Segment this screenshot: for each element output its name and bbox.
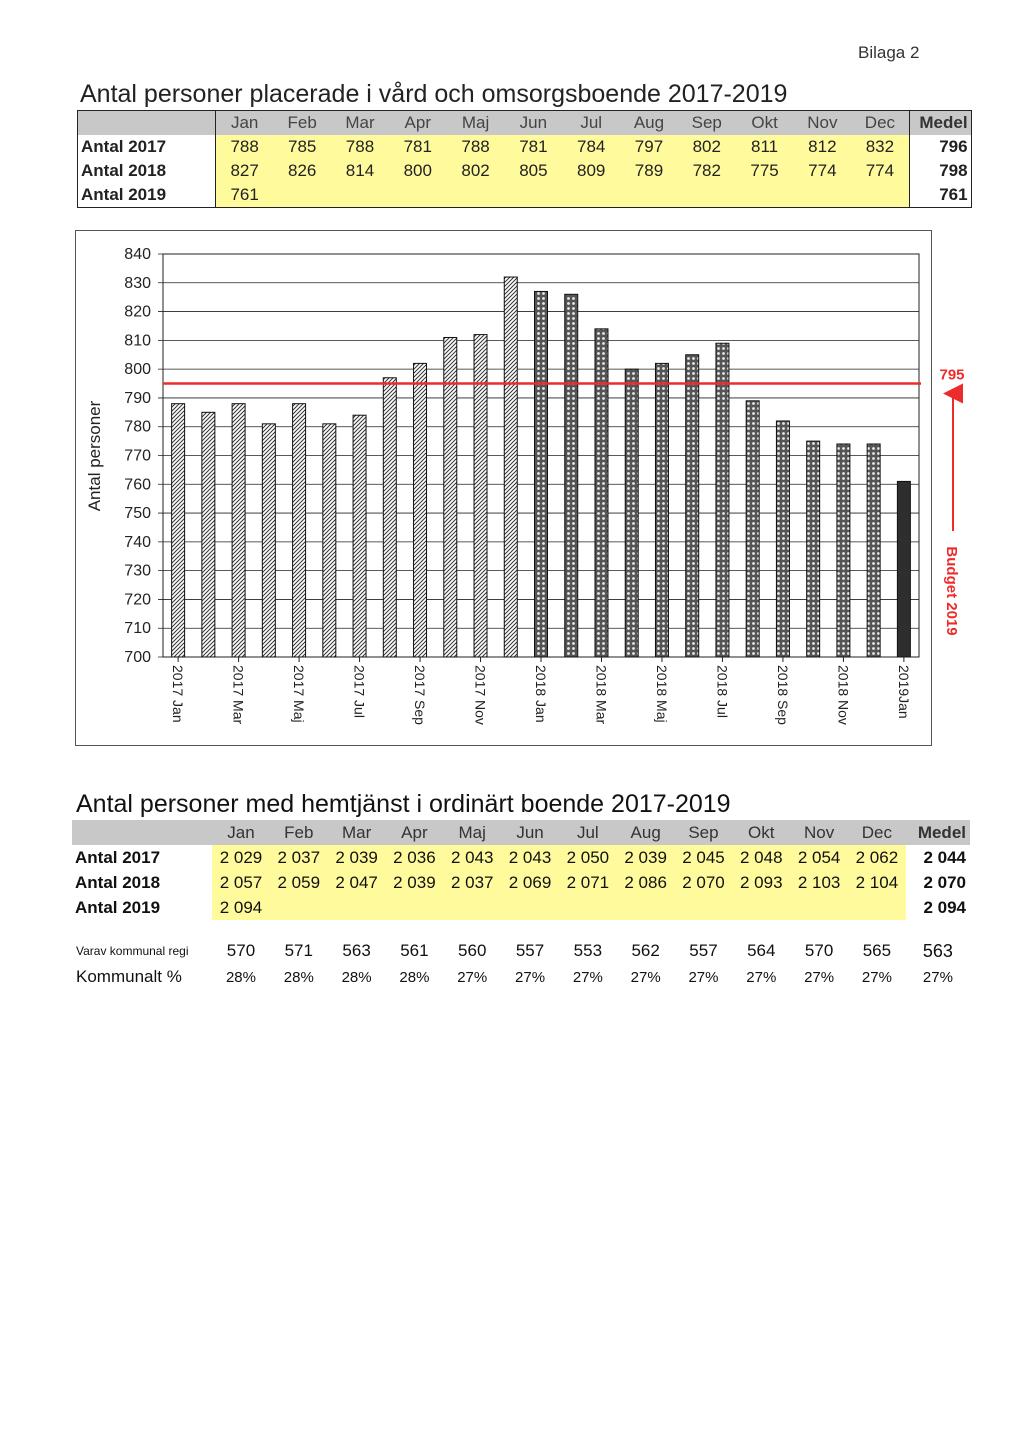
row-label: Kommunalt % xyxy=(76,967,182,986)
x-tick-label: 2019Jan xyxy=(895,665,912,719)
bar xyxy=(504,277,517,657)
row-label: Antal 2017 xyxy=(72,845,212,870)
table-cell: 27% xyxy=(804,968,835,986)
y-tick-label: 810 xyxy=(124,332,151,350)
row-label: Varav kommunal regi xyxy=(76,944,189,958)
table-cell: 2 043 xyxy=(501,845,559,870)
x-tick-label: 2018 Nov xyxy=(835,665,852,725)
x-tick-label: 2017 Mar xyxy=(230,665,247,725)
table-cell xyxy=(678,183,736,208)
table-cell: 557 xyxy=(689,941,718,960)
month-header: Jan xyxy=(216,111,274,136)
month-header: Feb xyxy=(273,111,331,136)
table-cell: 28% xyxy=(283,968,314,986)
table-cell: 557 xyxy=(515,941,545,960)
table-cell: 2 069 xyxy=(501,870,559,895)
month-header: Jun xyxy=(504,111,562,136)
y-tick-label: 800 xyxy=(124,361,151,379)
table-cell: 805 xyxy=(504,159,562,183)
month-header: Maj xyxy=(447,111,505,136)
month-header: Mar xyxy=(328,820,386,845)
medel-cell: 2 044 xyxy=(923,847,966,867)
table-cell: 2 039 xyxy=(386,870,444,895)
month-header: Mar xyxy=(331,111,389,136)
table-cell: 2 086 xyxy=(617,870,675,895)
table-cell: 2 070 xyxy=(675,870,733,895)
table-cell: 809 xyxy=(562,159,620,183)
month-header: Jun xyxy=(501,820,559,845)
budget-annotation: Budget 2019 xyxy=(943,546,960,636)
table-cell xyxy=(443,895,501,920)
month-header: Dec xyxy=(851,111,909,136)
table-cell: 800 xyxy=(389,159,447,183)
table-cell: 27% xyxy=(457,968,488,986)
table-cell: 28% xyxy=(225,968,256,986)
placed-persons-table xyxy=(77,110,972,208)
table-row xyxy=(72,964,970,990)
table-cell xyxy=(270,895,328,920)
bar xyxy=(655,363,668,657)
y-tick-label: 750 xyxy=(124,505,151,523)
table-cell xyxy=(331,183,389,208)
table-cell: 2 093 xyxy=(732,870,790,895)
table-cell: 827 xyxy=(216,159,274,183)
table-row xyxy=(72,895,970,920)
table-cell xyxy=(620,183,678,208)
table-cell: 2 048 xyxy=(732,845,790,870)
table-cell xyxy=(851,183,909,208)
table-cell: 761 xyxy=(216,183,274,208)
month-header: Nov xyxy=(790,820,848,845)
y-tick-label: 720 xyxy=(124,591,151,609)
bar xyxy=(837,444,850,657)
table-cell: 2 043 xyxy=(443,845,501,870)
x-tick-label: 2017 Sep xyxy=(412,665,429,725)
x-tick-label: 2017 Jan xyxy=(170,665,187,723)
bar xyxy=(172,404,185,657)
table-cell: 570 xyxy=(226,941,256,960)
table-cell: 814 xyxy=(331,159,389,183)
table-header-row xyxy=(72,820,970,845)
month-header: Dec xyxy=(848,820,906,845)
table-cell: 27% xyxy=(515,968,546,986)
bar xyxy=(232,404,245,657)
x-tick-label: 2018 Mar xyxy=(593,665,610,725)
table-row xyxy=(72,870,970,895)
month-header: Jan xyxy=(212,820,270,845)
month-header: Maj xyxy=(443,820,501,845)
month-header: Aug xyxy=(620,111,678,136)
bar xyxy=(807,441,820,657)
bar xyxy=(716,343,729,657)
table-row xyxy=(78,135,972,159)
bar xyxy=(565,294,578,657)
table-cell: 563 xyxy=(342,941,371,960)
table-cell: 812 xyxy=(793,135,851,159)
table-cell: 781 xyxy=(389,135,447,159)
x-tick-label: 2018 Sep xyxy=(774,665,791,725)
table-cell: 774 xyxy=(851,159,909,183)
header-corner xyxy=(72,820,212,845)
table-cell: 802 xyxy=(678,135,736,159)
row-label: Antal 2017 xyxy=(78,135,216,159)
table-cell: 571 xyxy=(284,941,313,960)
bar xyxy=(897,481,910,657)
bar xyxy=(293,404,306,657)
medel-header: Medel xyxy=(909,111,971,136)
table-cell: 2 047 xyxy=(328,870,386,895)
table-cell: 788 xyxy=(331,135,389,159)
table-cell xyxy=(501,895,559,920)
row-label: Antal 2019 xyxy=(78,183,216,208)
table-cell: 832 xyxy=(851,135,909,159)
medel-cell: 2 070 xyxy=(923,872,966,892)
table-cell: 2 029 xyxy=(212,845,270,870)
table-cell: 785 xyxy=(273,135,331,159)
y-tick-label: 820 xyxy=(124,303,151,321)
bar xyxy=(746,401,759,657)
table-cell: 27% xyxy=(572,968,603,986)
table-cell: 782 xyxy=(678,159,736,183)
table-cell: 560 xyxy=(458,941,487,960)
y-tick-label: 760 xyxy=(124,476,151,494)
y-axis-labels xyxy=(124,246,151,666)
table-cell: 774 xyxy=(793,159,851,183)
section1-title: Antal personer placerade i vård och omsorgsboende 2017-2019 xyxy=(80,80,788,108)
table-cell xyxy=(732,895,790,920)
medel-cell: 798 xyxy=(909,159,971,183)
table-cell xyxy=(562,183,620,208)
table-cell xyxy=(504,183,562,208)
table-cell: 2 039 xyxy=(617,845,675,870)
table-cell xyxy=(328,895,386,920)
y-tick-label: 790 xyxy=(124,389,151,407)
table-cell: 2 104 xyxy=(848,870,906,895)
table-cell: 565 xyxy=(862,941,892,960)
bar xyxy=(535,291,548,657)
table-cell: 2 059 xyxy=(270,870,328,895)
table-cell: 2 045 xyxy=(675,845,733,870)
medel-header: Medel xyxy=(906,820,970,845)
bar xyxy=(625,369,638,657)
medel-cell: 27% xyxy=(922,968,953,986)
budget-value-label: 795 xyxy=(939,366,965,384)
table-cell: 784 xyxy=(562,135,620,159)
section2-title: Antal personer med hemtjänst i ordinärt boende 2017-2019 xyxy=(76,790,731,818)
y-tick-label: 780 xyxy=(124,418,151,436)
month-header: Sep xyxy=(675,820,733,845)
medel-cell: 761 xyxy=(909,183,971,208)
y-tick-label: 730 xyxy=(124,562,151,580)
home-care-table xyxy=(72,820,970,920)
x-tick-label: 2018 Jul xyxy=(714,665,731,718)
row-label: Antal 2018 xyxy=(72,870,212,895)
table-cell: 2 039 xyxy=(328,845,386,870)
table-cell: 826 xyxy=(273,159,331,183)
table-cell: 27% xyxy=(630,968,661,986)
table-row xyxy=(72,938,970,964)
table-row xyxy=(72,845,970,870)
table-cell xyxy=(386,895,444,920)
bar xyxy=(444,337,457,657)
table-cell xyxy=(675,895,733,920)
table-cell xyxy=(790,895,848,920)
table-cell: 27% xyxy=(688,968,719,986)
table-cell: 2 057 xyxy=(212,870,270,895)
table-cell: 2 103 xyxy=(790,870,848,895)
y-tick-label: 840 xyxy=(124,246,151,263)
x-axis-labels xyxy=(170,657,912,725)
bar xyxy=(353,415,366,657)
y-tick-label: 830 xyxy=(124,274,151,292)
month-header: Jul xyxy=(562,111,620,136)
header-corner xyxy=(78,111,216,136)
month-header: Okt xyxy=(736,111,794,136)
bar xyxy=(383,378,396,657)
month-header: Aug xyxy=(617,820,675,845)
month-header: Jul xyxy=(559,820,617,845)
table-cell: 562 xyxy=(631,941,660,960)
municipal-share-table xyxy=(72,938,970,990)
table-cell: 2 036 xyxy=(386,845,444,870)
row-label: Antal 2019 xyxy=(72,895,212,920)
month-header: Apr xyxy=(389,111,447,136)
y-tick-label: 710 xyxy=(124,620,151,638)
table-cell: 797 xyxy=(620,135,678,159)
table-row xyxy=(78,159,972,183)
x-tick-label: 2017 Jul xyxy=(351,665,368,718)
table-cell xyxy=(273,183,331,208)
table-cell: 2 071 xyxy=(559,870,617,895)
bar xyxy=(202,412,215,657)
row-label: Antal 2018 xyxy=(78,159,216,183)
table-cell xyxy=(848,895,906,920)
page-label: Bilaga 2 xyxy=(858,43,920,62)
x-tick-label: 2017 Maj xyxy=(291,665,308,723)
table-cell xyxy=(447,183,505,208)
table-cell: 27% xyxy=(861,968,892,986)
table-cell: 553 xyxy=(573,941,603,960)
bar xyxy=(595,329,608,657)
table-cell: 789 xyxy=(620,159,678,183)
table-cell xyxy=(389,183,447,208)
table-cell: 28% xyxy=(399,968,430,986)
bar xyxy=(867,444,880,657)
bar xyxy=(776,421,789,657)
medel-cell: 2 094 xyxy=(923,897,966,917)
bar-chart xyxy=(76,231,965,745)
bar xyxy=(323,424,336,657)
table-cell: 802 xyxy=(447,159,505,183)
medel-cell: 796 xyxy=(909,135,971,159)
table-cell: 775 xyxy=(736,159,794,183)
month-header: Okt xyxy=(732,820,790,845)
table-cell: 2 094 xyxy=(212,895,270,920)
table-cell: 2 054 xyxy=(790,845,848,870)
table-cell: 28% xyxy=(341,968,372,986)
month-header: Feb xyxy=(270,820,328,845)
month-header: Sep xyxy=(678,111,736,136)
table-cell xyxy=(617,895,675,920)
chart-frame xyxy=(75,230,965,746)
table-cell: 811 xyxy=(736,135,794,159)
table-cell: 788 xyxy=(216,135,274,159)
bar xyxy=(686,355,699,657)
y-tick-label: 740 xyxy=(124,533,151,551)
y-axis-title: Antal personer xyxy=(85,400,104,512)
table-row xyxy=(78,183,972,208)
table-cell: 2 037 xyxy=(443,870,501,895)
table-header-row xyxy=(78,111,972,136)
table-cell xyxy=(559,895,617,920)
y-tick-label: 770 xyxy=(124,447,151,465)
bar xyxy=(414,363,427,657)
y-tick-label: 700 xyxy=(124,649,151,666)
table-cell: 27% xyxy=(746,968,777,986)
table-cell: 781 xyxy=(504,135,562,159)
table-cell: 2 037 xyxy=(270,845,328,870)
x-tick-label: 2018 Maj xyxy=(653,665,670,723)
bar xyxy=(262,424,275,657)
x-tick-label: 2018 Jan xyxy=(533,665,549,723)
table-cell: 570 xyxy=(804,941,834,960)
table-cell xyxy=(736,183,794,208)
table-cell: 2 050 xyxy=(559,845,617,870)
table-cell: 788 xyxy=(447,135,505,159)
table-cell: 2 062 xyxy=(848,845,906,870)
table-cell xyxy=(793,183,851,208)
table-cell: 564 xyxy=(747,941,776,960)
month-header: Apr xyxy=(386,820,444,845)
table-cell: 561 xyxy=(400,941,429,960)
month-header: Nov xyxy=(793,111,851,136)
x-tick-label: 2017 Nov xyxy=(472,665,489,725)
medel-cell: 563 xyxy=(922,940,953,961)
